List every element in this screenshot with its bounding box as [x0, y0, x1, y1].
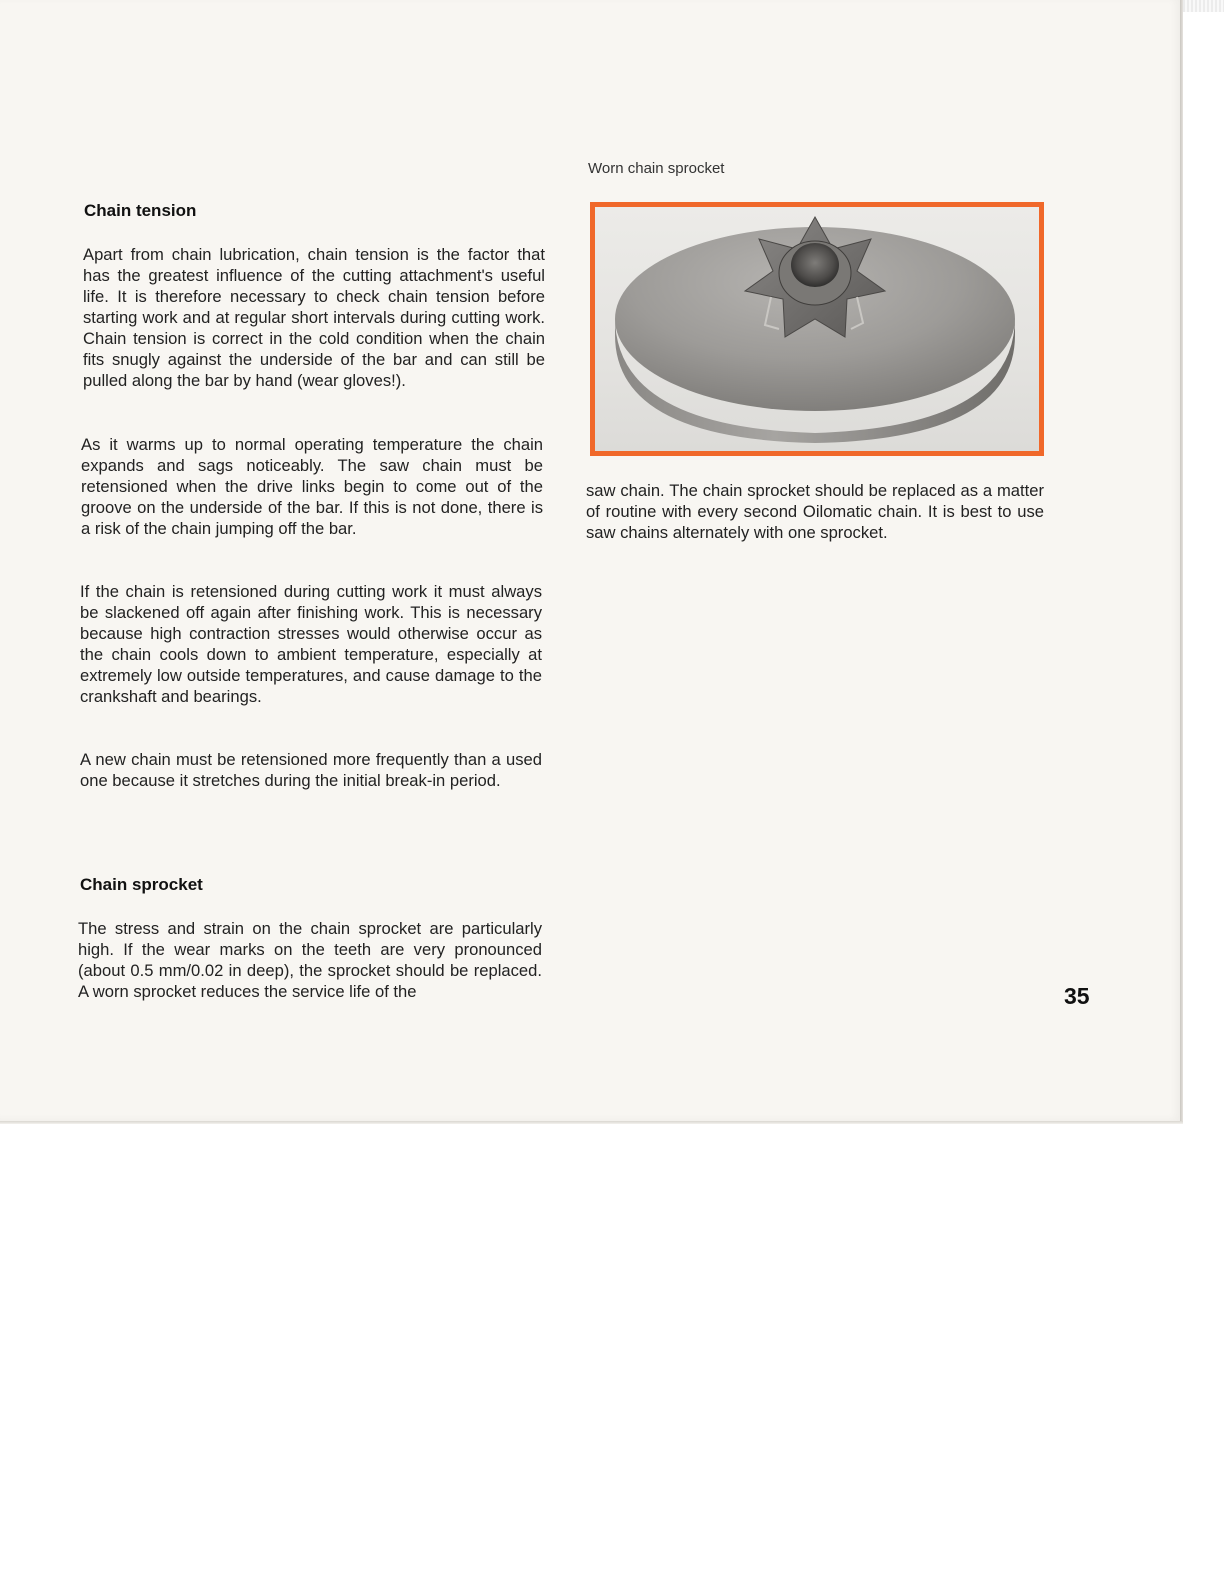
chain-sprocket-paragraph: The stress and strain on the chain sprocket are particularly high. If the wear marks on the teeth are very pronounced (about 0.5 mm/0.02 in deep), the sprocket should be replaced. A worn sprocket reduces the service life of the — [78, 919, 542, 1001]
figure-caption: Worn chain sprocket — [588, 160, 725, 177]
chain-tension-paragraph-2: As it warms up to normal operating temperature the chain expands and sags noticeably. The saw chain must be retensioned when the drive links begin to come out of the groove on the underside of the bar. If this is not done, there is a risk of the chain jumping off the bar. — [81, 435, 543, 538]
page-edge-bottom — [0, 1121, 1183, 1124]
page-corner-scan-artifact — [1183, 0, 1224, 12]
page-edge-right — [1180, 0, 1183, 1122]
page-number: 35 — [1064, 983, 1090, 1009]
chain-tension-paragraph-4: A new chain must be retensioned more frequently than a used one because it stretches during the initial break-in period. — [80, 750, 542, 790]
chain-tension-paragraph-3: If the chain is retensioned during cutting work it must always be slackened off again after finishing work. This is necessary because high contraction stresses would otherwise occur as the chain cools down to ambient temperature, especially at extremely low outside temperatures, and cause damage to the crankshaft and bearings. — [80, 582, 542, 706]
chain-sprocket-heading: Chain sprocket — [80, 875, 203, 894]
chain-tension-heading: Chain tension — [84, 201, 197, 220]
sprocket-figure — [590, 202, 1044, 456]
sprocket-replacement-paragraph: saw chain. The chain sprocket should be replaced as a matter of routine with every second Oilomatic chain. It is best to use saw chains alternately with one sprocket. — [586, 481, 1044, 542]
sprocket-bore — [791, 243, 839, 287]
worn-sprocket-illustration — [595, 207, 1039, 451]
chain-tension-paragraph-1: Apart from chain lubrication, chain tension is the factor that has the greatest influence of the cutting attachment's useful life. It is therefore necessary to check chain tension before starting work and at regular short intervals during cutting work. Chain tension is correct in the cold condition when the chain fits snugly against the underside of the bar and can still be pulled along the bar by hand (wear gloves!). — [83, 245, 545, 390]
